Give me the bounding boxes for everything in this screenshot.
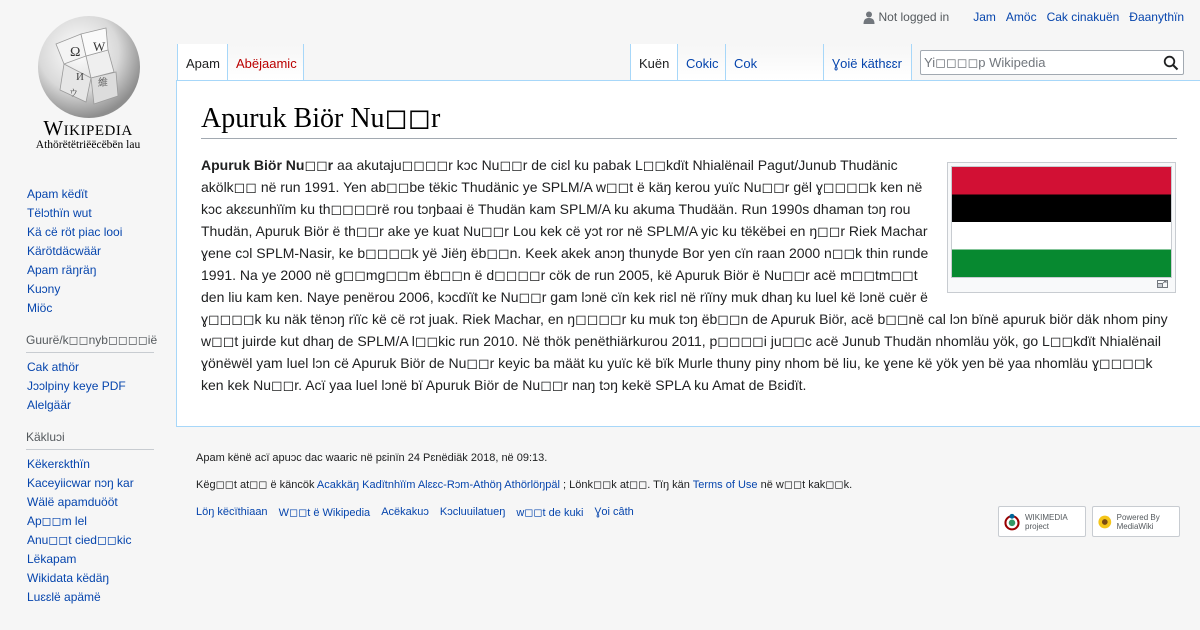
sidebar-item-printable-version[interactable]: Alelgäär <box>27 398 72 412</box>
article-body <box>201 154 1176 396</box>
mediawiki-sunflower-icon <box>1097 511 1113 533</box>
tab-edit-label: Cokic <box>686 56 719 71</box>
wikipedia-logo[interactable] <box>0 0 176 160</box>
sidebar-item-help[interactable]: Kuɔny <box>27 282 61 296</box>
not-logged-in-label: Not logged in <box>878 10 950 24</box>
footer-privacy-link[interactable]: Löŋ këcïthiaan <box>196 506 268 518</box>
sidebar <box>27 186 157 622</box>
tab-edit[interactable] <box>677 44 725 80</box>
svg-text:ウ: ウ <box>69 88 79 98</box>
personal-tools <box>863 10 1185 24</box>
tab-article-label: Apam <box>186 56 220 71</box>
sidebar-item-wikidata-item[interactable]: Wikidata këdäŋ <box>27 571 110 585</box>
user-icon <box>863 11 875 24</box>
search-input[interactable] <box>921 51 1164 74</box>
footer-license-mid: ; Lönk◻◻k at◻◻. Tïŋ kän <box>563 479 690 491</box>
footer-about-link[interactable]: W◻◻t ë Wikipedia <box>278 507 371 519</box>
flag-thumbnail[interactable] <box>947 162 1176 293</box>
terms-of-use-link[interactable]: Terms of Use <box>692 479 758 491</box>
sidebar-item-recent-changes[interactable]: Kärötdäcwäär <box>27 244 102 258</box>
tab-article[interactable] <box>177 44 227 80</box>
sidebar-item-cite-this-page[interactable]: Luɛɛlë apämë <box>27 590 101 604</box>
sidebar-item-related-changes[interactable]: Kaceyiicwar nɔŋ kar <box>27 476 134 490</box>
sidebar-item-create-book[interactable]: Cak athör <box>27 360 80 374</box>
svg-text:W: W <box>93 39 106 54</box>
create-account-link[interactable]: Cak cinakuën <box>1046 10 1120 24</box>
wikimedia-badge-text: WIKIMEDIA project <box>1025 512 1068 531</box>
footer-developers-link[interactable]: Kɔcluuilatueŋ <box>439 506 506 518</box>
svg-text:И: И <box>76 71 84 83</box>
sidebar-item-download-pdf[interactable]: Jɔɔlpiny keye PDF <box>27 379 126 393</box>
footer-icons <box>998 506 1180 537</box>
page-title: Apuruk Biör Nu◻◻r <box>201 102 1177 139</box>
footer-last-modified: Apam kënë acï apuɔc dac waaric në pɛinïn 24 Pɛnëdiäk 2018, në 09:13. <box>196 452 548 464</box>
tab-read[interactable] <box>630 44 677 80</box>
enlarge-icon[interactable] <box>1157 280 1168 288</box>
sidebar-item-upload-file[interactable]: Wälë apamduööt <box>27 495 118 509</box>
tab-view-history[interactable] <box>823 44 912 80</box>
tab-edit-source[interactable] <box>725 44 823 80</box>
sidebar-item-contents[interactable]: Tëlɔthïn wut <box>27 206 92 220</box>
footer-cookie-link[interactable]: w◻◻t de kuki <box>516 507 584 519</box>
license-link[interactable]: Acakkäŋ Kadïtnhïïm Alɛɛc-Rɔm-Athöŋ Athörlöŋpäl <box>316 479 560 491</box>
search-box <box>920 50 1184 75</box>
sidebar-item-special-pages[interactable]: Ap◻◻m lel <box>27 514 87 528</box>
talk-link[interactable]: Jam <box>973 10 996 24</box>
mediawiki-badge-text: Powered By MediaWiki <box>1116 512 1160 531</box>
tools-heading: Käkluɔi <box>26 430 154 450</box>
footer-mobile-view-link[interactable]: Ɣoi câth <box>594 506 634 518</box>
sidebar-item-current-events[interactable]: Kä cë röt piac looi <box>27 225 123 239</box>
sidebar-item-donate[interactable]: Miöc <box>27 301 53 315</box>
contributions-link[interactable]: Amöc <box>1005 10 1037 24</box>
footer-license-pre: Këg◻◻t at◻◻ ë käncök <box>196 479 315 491</box>
wikimedia-project-badge[interactable] <box>998 506 1086 537</box>
article-paragraph-text: aa akutaju◻◻◻◻r kɔc Nu◻◻r de ciɛl ku pabak L◻◻kdït Nhialënail Pagut/Junub Thudänic akölk◻◻ në run 1991. Yen ab◻◻be tëkic Thudänic ye SPLM/A w◻◻t ë käŋ kerou yuïc Nu◻◻r gël ɣ◻◻◻◻k ken në kɔc akɛɛunhïïm ku th◻◻◻◻rë rou tɔŋbaai ë Thudän kam SPLM/A ku akuma Thudään. Run 1990s dhaman tɔŋ rou Thudän, Apuruk Biör ë th◻◻r ake ye kuat Nu◻◻r Lou kek cë yɔt ror në SPLM/A yic ku tëkëbei en ŋ◻◻r Riek Machar ɣene cɔl SPLM-Nasir, ke b◻◻◻◻k yë Jiëŋ ëb◻◻n. Keek akek anɔŋ thunyde Bor yen cïn raan 2000 n◻◻k thin runde 1991. Na ye 2000 në g◻◻mg◻◻m ëb◻◻n ë d◻◻◻◻r cök de run 2005, kë Apuruk Biör ë Nu◻◻r acë m◻◻tm◻◻t den liu kam ken. Naye penërou 2006, kɔcdïït ke Nu◻◻r gam lɔnë cïn kek riɛl në rïïny muk dhaŋ ku luel kë lɔnë cuër ë ɣ◻◻◻◻k ku näk tënɔŋ rïïc kë cë rɔt juak. Riek Machar, en ŋ◻◻◻◻r ku muk tɔŋ ëb◻◻n de Apuruk Biör, acë b◻◻në cal lɔn bïnë apuruk biör däk nhom piny w◻◻t juirde kut dhaŋ de SPLM/A l◻◻kic run 2010. Në thök penëthiärkurou 2011, p◻◻◻◻i ju◻◻c acë Junub Thudän nhomläu yök, go L◻◻kdït Nhialënail ɣönëwël yam luel lɔn cë Apuruk Biör de Nu◻◻r keyic ba määt ku yuïc kë bïk Murle thuny piny nhom bë liu, ke ɣene kë yök yen bë yaa nhomläu ɣ◻◻◻◻k ken kek Nu◻◻r. Acï yaa luel lɔnë bï Apuruk Biör de Nu◻◻r naŋ tɔŋ kekë SPLA ku Amat de Bɛidït. <box>201 157 1168 393</box>
sidebar-item-main-page[interactable]: Apam këdït <box>27 187 88 201</box>
wikipedia-wordmark: Wikipedia <box>43 116 133 140</box>
flag-image[interactable] <box>951 166 1172 278</box>
search-icon[interactable] <box>1163 55 1179 71</box>
powered-by-mediawiki-badge[interactable] <box>1092 506 1180 537</box>
sidebar-item-permanent-link[interactable]: Anu◻◻t cied◻◻kic <box>27 533 132 547</box>
tab-talk[interactable] <box>227 44 304 80</box>
log-in-link[interactable]: Ɖaanythïn <box>1129 10 1184 24</box>
article-lead-bold: Apuruk Biör Nu◻◻r <box>201 157 334 173</box>
tab-edit-source-label: Cok <box>734 56 758 71</box>
sidebar-print-export <box>27 333 157 416</box>
article-content <box>176 80 1200 427</box>
print-export-heading: Guurë/k◻◻nyb◻◻◻◻ië <box>26 333 154 353</box>
tab-talk-label: Abëjaamic <box>236 56 297 71</box>
sidebar-item-page-information[interactable]: Lëkapam <box>27 552 77 566</box>
footer-license-post: në w◻◻t kak◻◻k. <box>760 479 853 491</box>
sidebar-navigation <box>27 186 157 319</box>
wikipedia-tagline: Athörëtëtriëëcëbën lau <box>35 139 141 151</box>
svg-text:Ω: Ω <box>70 45 81 60</box>
sidebar-item-random-article[interactable]: Apam räŋräŋ <box>27 263 97 277</box>
wikipedia-globe-icon <box>36 14 142 120</box>
svg-text:維: 維 <box>98 78 108 89</box>
tab-view-history-label: Ɣoië käthɛɛr <box>832 56 902 71</box>
tab-read-label: Kuën <box>639 56 670 71</box>
sidebar-item-what-links-here[interactable]: Këkerɛkthïn <box>27 457 90 471</box>
wikimedia-logo-icon <box>1003 511 1021 533</box>
footer-disclaimers-link[interactable]: Acëkakuɔ <box>381 506 429 518</box>
sidebar-tools <box>27 430 157 608</box>
footer-license <box>196 479 1186 491</box>
